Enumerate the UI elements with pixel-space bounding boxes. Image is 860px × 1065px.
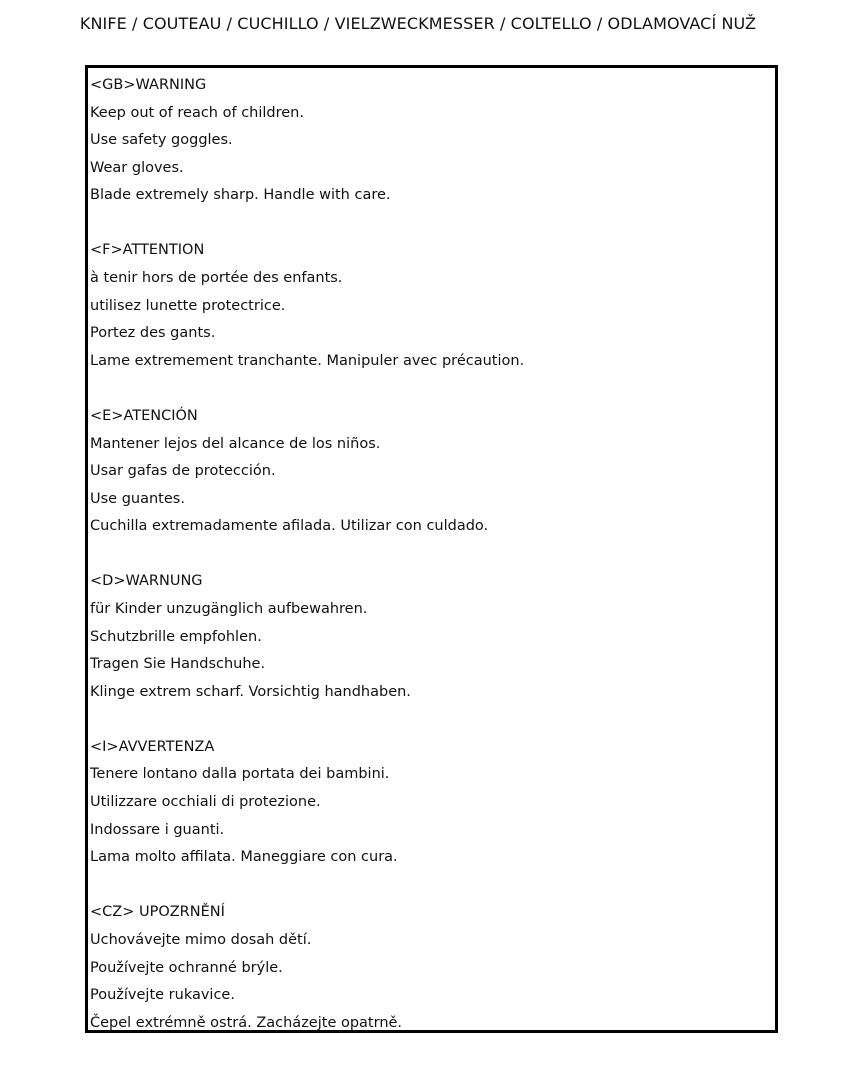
warning-line: Portez des gants.: [90, 325, 216, 342]
warning-line: utilisez lunette protectrice.: [90, 297, 286, 314]
warning-section-gb: [90, 72, 775, 210]
warning-line: Uchovávejte mimo dosah dětí.: [90, 931, 312, 948]
warning-line: Wear gloves.: [90, 159, 184, 176]
section-heading: <F>ATTENTION: [90, 242, 205, 259]
warning-line: Používejte ochranné brýle.: [90, 959, 283, 976]
warning-line: Tenere lontano dalla portata dei bambini.: [90, 766, 390, 783]
warning-line: Utilizzare occhiali di protezione.: [90, 794, 321, 811]
section-heading: <CZ> UPOZRNĚNÍ: [90, 904, 225, 921]
document-title: KNIFE / COUTEAU / CUCHILLO / VIELZWECKMESSER / COLTELLO / ODLAMOVACÍ NUŽ: [79, 14, 757, 33]
warning-line: Indossare i guanti.: [90, 821, 225, 838]
warning-line: Keep out of reach of children.: [90, 104, 304, 121]
warning-line: Tragen Sie Handschuhe.: [90, 656, 266, 673]
warning-line: Use safety goggles.: [90, 132, 233, 149]
warning-line: Blade extremely sharp. Handle with care.: [90, 187, 391, 204]
warning-sections: [90, 72, 775, 1065]
warning-line: Lama molto affilata. Maneggiare con cura.: [90, 849, 398, 866]
warning-line: Cuchilla extremadamente afilada. Utilizar con culdado.: [90, 518, 489, 535]
warning-line: für Kinder unzugänglich aufbewahren.: [90, 601, 368, 617]
warning-box: [85, 65, 778, 1033]
warning-line: Používejte rukavice.: [90, 987, 235, 1004]
section-heading: <GB>WARNING: [90, 77, 207, 93]
warning-line: Use guantes.: [90, 490, 185, 507]
warning-line: à tenir hors de portée des enfants.: [90, 270, 343, 287]
warning-line: Usar gafas de protección.: [90, 463, 276, 480]
warning-line: Lame extremement tranchante. Manipuler avec précaution.: [90, 352, 525, 369]
warning-section-e: [90, 403, 775, 541]
warning-section-i: [90, 734, 775, 872]
warning-line: Mantener lejos del alcance de los niños.: [90, 435, 381, 452]
warning-line: Schutzbrille empfohlen.: [90, 628, 262, 645]
section-heading: <D>WARNUNG: [90, 573, 203, 590]
section-heading: <E>ATENCIÓN: [90, 407, 198, 424]
warning-section-d: [90, 568, 775, 706]
warning-section-cz: [90, 899, 775, 1037]
warning-line: Klinge extrem scharf. Vorsichtig handhaben.: [90, 683, 411, 700]
warning-line: Čepel extrémně ostrá. Zacházejte opatrně.: [90, 1014, 403, 1031]
section-heading: <I>AVVERTENZA: [90, 738, 215, 755]
warning-section-f: [90, 237, 775, 375]
